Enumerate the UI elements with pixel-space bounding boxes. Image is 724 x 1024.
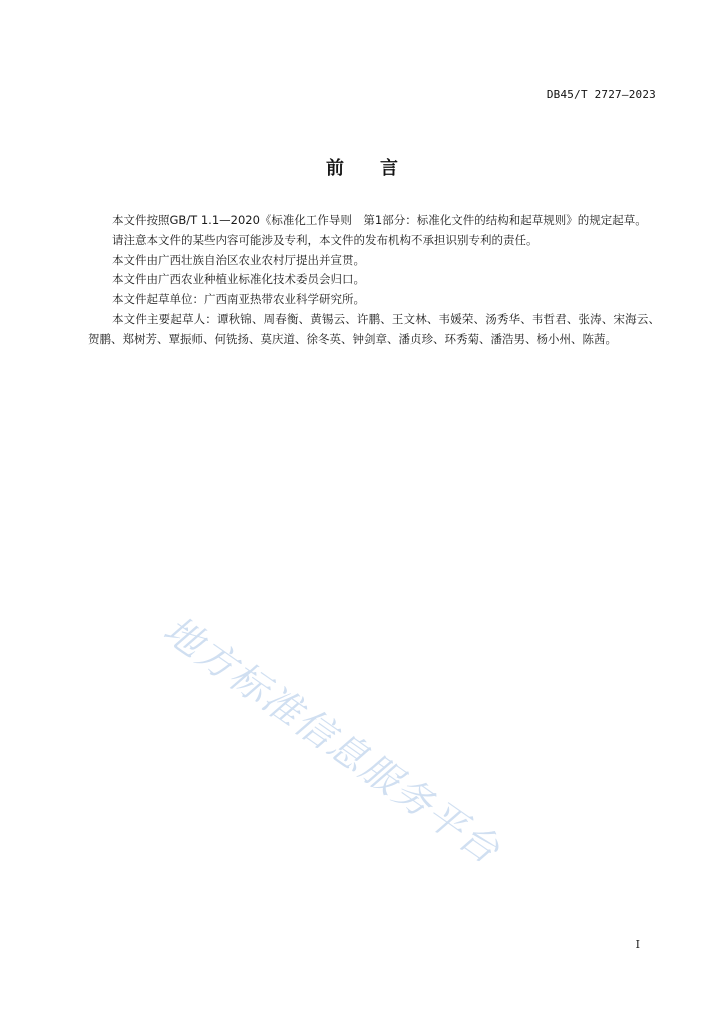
paragraph-drafting-unit: 本文件起草单位：广西南亚热带农业科学研究所。 <box>112 292 365 307</box>
paragraph-committee: 本文件由广西农业种植业标准化技术委员会归口。 <box>112 272 365 287</box>
page-title <box>0 154 724 180</box>
paragraph-patent-notice: 请注意本文件的某些内容可能涉及专利，本文件的发布机构不承担识别专利的责任。 <box>112 232 538 247</box>
paragraph-proposer: 本文件由广西壮族自治区农业农村厅提出并宣贯。 <box>112 252 365 267</box>
paragraph-drafting-rules: 本文件按照GB/T 1.1—2020《标准化工作导则 第1部分：标准化文件的结构和起草规则》的规定起草。 <box>112 213 647 227</box>
title-char-1: 前 <box>326 158 344 179</box>
title-char-2: 言 <box>380 158 398 179</box>
page-number: I <box>635 938 640 951</box>
foreword-body <box>88 211 660 350</box>
paragraph-drafters: 本文件主要起草人：谭秋锦、周春衡、黄锡云、许鹏、王文林、韦媛荣、汤秀华、韦哲君、张涛、宋海云、贺鹏、郑树芳、覃振师、何铣扬、莫庆道、徐冬英、钟剑章、潘贞珍、环秀菊、潘浩男、杨小州、陈茜。 <box>88 311 660 346</box>
watermark: 地方标准信息服务平台 <box>155 607 509 873</box>
document-code: DB45/T 2727—2023 <box>546 88 656 101</box>
